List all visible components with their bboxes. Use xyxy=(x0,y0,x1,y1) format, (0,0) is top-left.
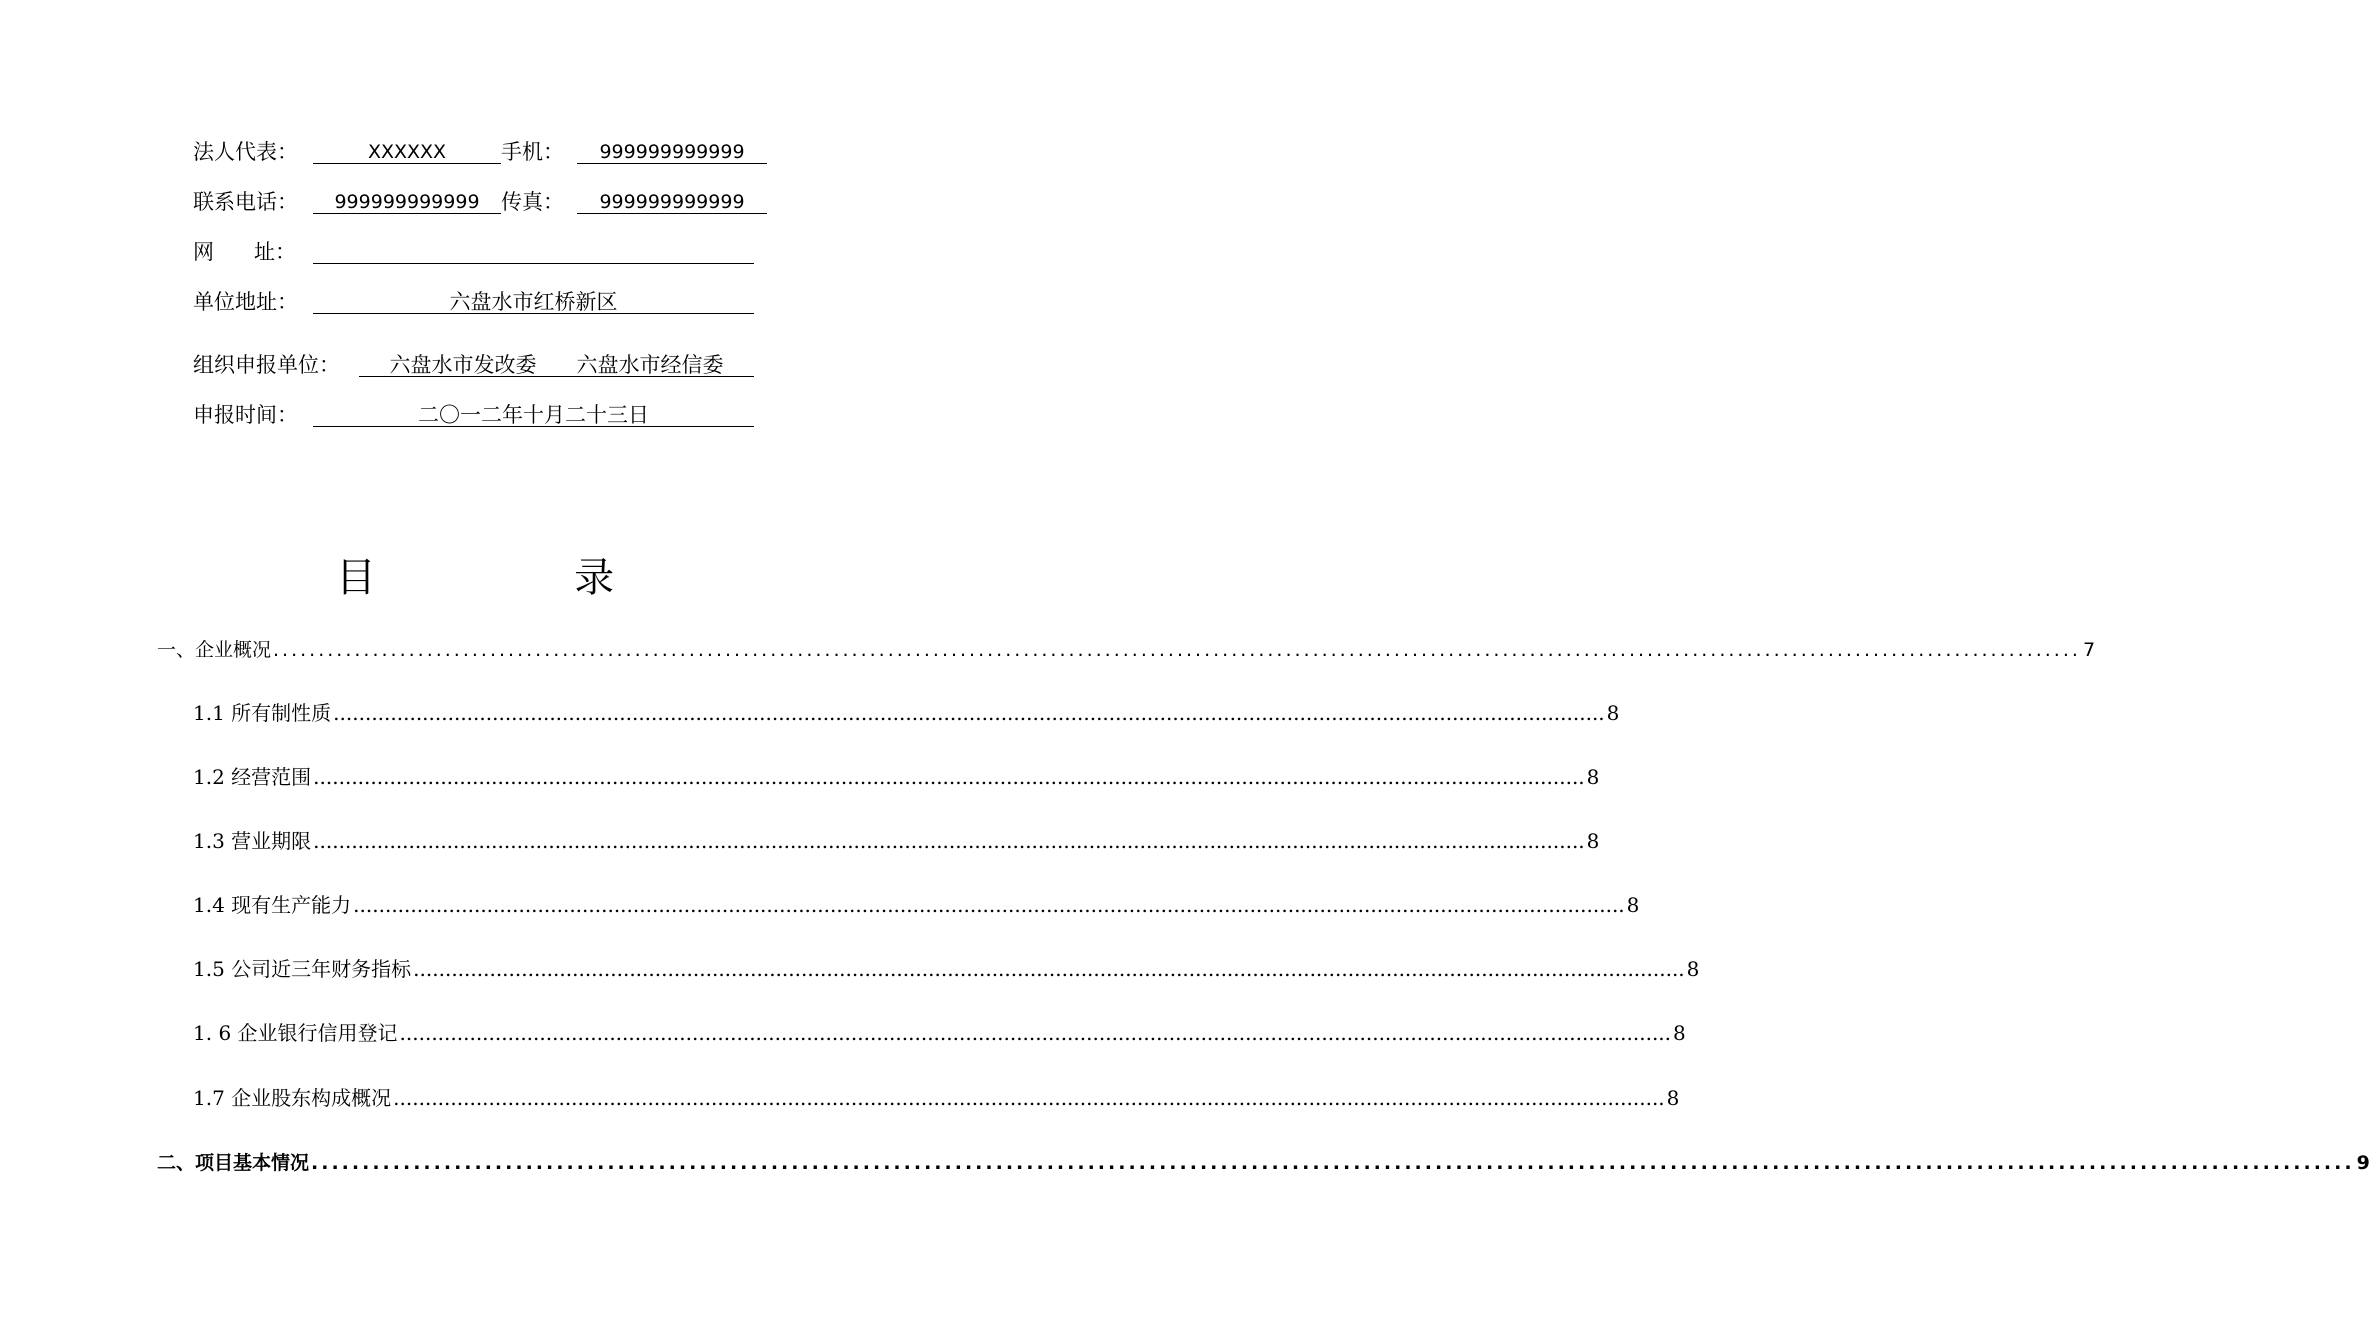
address-value: 六盘水市红桥新区 xyxy=(313,287,754,314)
phone-value: 999999999999 xyxy=(313,187,501,214)
toc-entry-page: 8 xyxy=(1686,957,1700,981)
toc-leader-dots: ........................................................................................................................................................................................................ xyxy=(393,1086,1665,1110)
mobile-label: 手机： xyxy=(501,140,564,164)
toc-entry-title: 二、项目基本情况 xyxy=(157,1152,310,1174)
toc-leader-dots: ........................................................................................................................................................................................................ xyxy=(399,1021,1672,1045)
toc-entry-page: 8 xyxy=(1586,829,1600,853)
toc-entry[interactable] xyxy=(193,761,1600,793)
toc-entry-title: 1. 6 企业银行信用登记 xyxy=(193,1021,398,1045)
fax-label: 传真： xyxy=(501,190,564,214)
toc-leader-dots: ........................................................................................................................................................................................................ xyxy=(313,765,1585,789)
toc-entry-title: 1.5 公司近三年财务指标 xyxy=(193,957,412,981)
toc-entry-page: 8 xyxy=(1606,701,1620,725)
toc-leader-dots: ........................................................................................................................................................................................................ xyxy=(273,639,2081,661)
toc-entry-title: 1.3 营业期限 xyxy=(193,829,312,853)
toc-entry-title: 1.2 经营范围 xyxy=(193,765,312,789)
date-label: 申报时间： xyxy=(193,403,298,427)
toc-entry[interactable] xyxy=(193,953,1700,985)
toc-entry-title: 1.1 所有制性质 xyxy=(193,701,332,725)
phone-label: 联系电话： xyxy=(193,190,298,214)
mobile-value: 999999999999 xyxy=(577,137,767,164)
toc-entry[interactable] xyxy=(193,697,1620,729)
date-value: 二〇一二年十月二十三日 xyxy=(313,400,754,427)
website-label: 网 址： xyxy=(193,240,297,264)
toc-entry[interactable] xyxy=(157,634,2096,666)
toc-entry-page: 8 xyxy=(1586,765,1600,789)
toc-leader-dots: ........................................................................................................................................................................................................ xyxy=(311,1152,2355,1174)
toc-entry-page: 7 xyxy=(2082,639,2096,661)
toc-leader-dots: ........................................................................................................................................................................................................ xyxy=(313,829,1585,853)
toc-leader-dots: ........................................................................................................................................................................................................ xyxy=(413,957,1685,981)
address-label: 单位地址： xyxy=(193,290,298,314)
toc-leader-dots: ........................................................................................................................................................................................................ xyxy=(333,701,1605,725)
website-value xyxy=(313,237,754,264)
toc-entry-page: 8 xyxy=(1666,1086,1680,1110)
toc-entry-page: 8 xyxy=(1626,893,1640,917)
toc-title: 目 录 xyxy=(335,555,655,601)
toc-entry-page: 8 xyxy=(1673,1021,1686,1045)
org-label: 组织申报单位： xyxy=(193,353,340,377)
toc-entry-title: 1.7 企业股东构成概况 xyxy=(193,1086,392,1110)
org-value: 六盘水市发改委 六盘水市经信委 xyxy=(359,350,754,377)
toc-entry-title: 一、企业概况 xyxy=(157,639,272,661)
toc-entry-title: 1.4 现有生产能力 xyxy=(193,893,352,917)
fax-value: 999999999999 xyxy=(577,187,767,214)
legal-rep-label: 法人代表： xyxy=(193,140,298,164)
toc-entry[interactable] xyxy=(193,1017,1686,1049)
toc-entry[interactable] xyxy=(193,889,1640,921)
toc-entry[interactable] xyxy=(193,1082,1680,1114)
toc-entry[interactable] xyxy=(193,825,1600,857)
legal-rep-value: XXXXXX xyxy=(313,137,501,164)
toc-entry-page: 9 xyxy=(2356,1152,2370,1174)
toc-entry[interactable] xyxy=(157,1147,2370,1179)
toc-leader-dots: ........................................................................................................................................................................................................ xyxy=(353,893,1625,917)
